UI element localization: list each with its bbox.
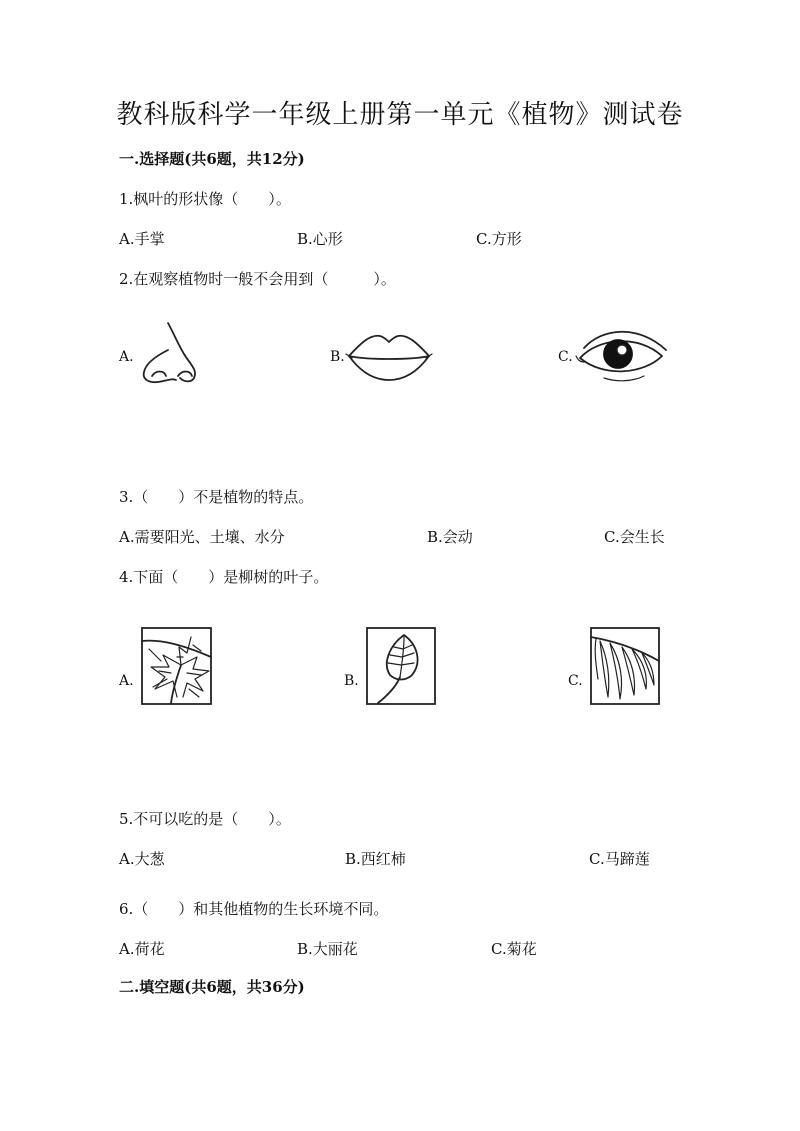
question-1-option-c[interactable]: C.方形	[476, 230, 522, 248]
lips-icon	[346, 330, 432, 382]
question-2-option-a[interactable]: A.	[119, 349, 134, 365]
maple-leaves-icon	[141, 627, 212, 705]
question-2-option-b[interactable]: B.	[330, 349, 345, 365]
section-heading-choice: 一.选择题(共6题，共12分)	[119, 150, 305, 168]
question-4-option-b[interactable]: B.	[344, 673, 359, 689]
question-4-stem: 4.下面（ ）是柳树的叶子。	[119, 568, 329, 586]
question-5-option-c[interactable]: C.马蹄莲	[589, 850, 650, 868]
single-leaf-icon	[366, 627, 436, 705]
eye-icon	[574, 326, 668, 386]
question-4-option-a[interactable]: A.	[119, 673, 134, 689]
question-6-stem: 6.（ ）和其他植物的生长环境不同。	[119, 900, 389, 918]
page-title: 教科版科学一年级上册第一单元《植物》测试卷	[116, 100, 684, 130]
question-4-option-c[interactable]: C.	[568, 673, 583, 689]
question-3-option-a[interactable]: A.需要阳光、土壤、水分	[119, 528, 285, 546]
question-6-option-c[interactable]: C.菊花	[491, 940, 537, 958]
question-6-option-b[interactable]: B.大丽花	[297, 940, 358, 958]
question-5-option-a[interactable]: A.大葱	[119, 850, 165, 868]
question-2-option-c[interactable]: C.	[558, 349, 573, 365]
question-3-option-c[interactable]: C.会生长	[604, 528, 665, 546]
question-1-option-a[interactable]: A.手掌	[119, 230, 165, 248]
question-6-option-a[interactable]: A.荷花	[119, 940, 165, 958]
question-1-option-b[interactable]: B.心形	[297, 230, 343, 248]
question-3-option-b[interactable]: B.会动	[427, 528, 473, 546]
willow-leaves-icon	[590, 627, 660, 705]
section-heading-fill-in: 二.填空题(共6题，共36分)	[119, 978, 305, 996]
nose-icon	[138, 320, 203, 385]
question-5-option-b[interactable]: B.西红柿	[345, 850, 406, 868]
question-3-stem: 3.（ ）不是植物的特点。	[119, 488, 314, 506]
question-1-stem: 1.枫叶的形状像（ ）。	[119, 190, 291, 208]
question-2-stem: 2.在观察植物时一般不会用到（ ）。	[119, 270, 396, 288]
question-5-stem: 5.不可以吃的是（ ）。	[119, 810, 291, 828]
